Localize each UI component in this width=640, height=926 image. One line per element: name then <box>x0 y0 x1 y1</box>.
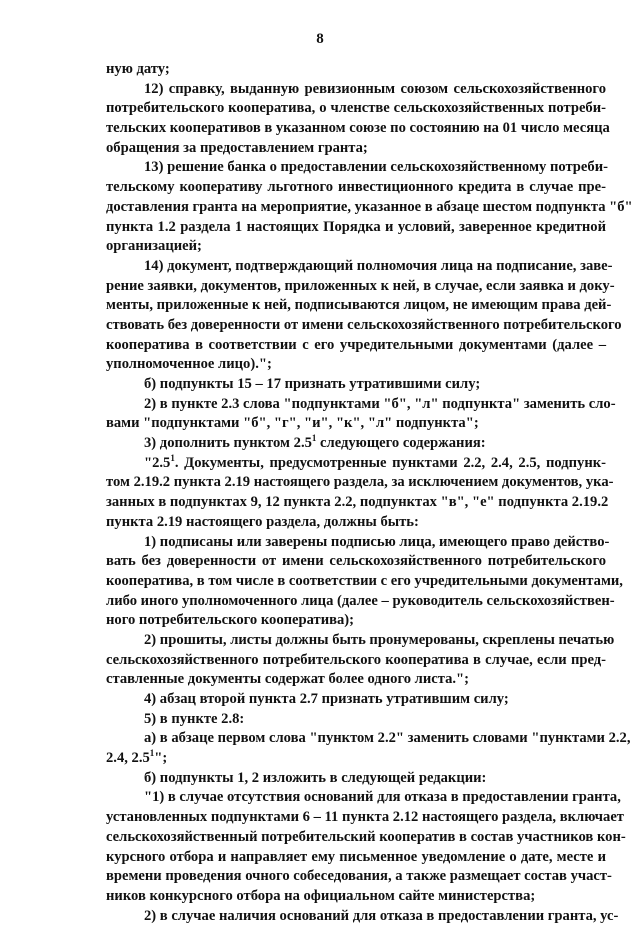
text-segment: "; <box>154 750 168 767</box>
text-line: 12) справку, выданную ревизионным союзом сельскохозяйственного <box>144 80 606 97</box>
text-line: вать без доверенности от имени сельскохозяйственного потребительского <box>106 553 606 570</box>
text-line: времени проведения очного собеседования, а также размещает состав участ- <box>106 868 612 885</box>
text-line: пункта 1.2 раздела 1 настоящих Порядка и условий, заверенное кредитной <box>106 218 606 235</box>
text-segment: следующего содержания: <box>316 435 486 452</box>
text-line: а) в абзаце первом слова "пунктом 2.2" заменить словами "пунктами 2.2, <box>144 730 631 747</box>
text-line: "1) в случае отсутствия оснований для отказа в предоставлении гранта, <box>144 789 621 806</box>
text-line: 2) в пункте 2.3 слова "подпунктами "б", "л" подпункта" заменить сло- <box>144 395 616 412</box>
text-line: б) подпункты 15 – 17 признать утратившими силу; <box>144 376 481 392</box>
text-segment: . Документы, предусмотренные пунктами 2.2, 2.4, 2.5, подпунк- <box>174 454 606 471</box>
text-line: ного потребительского кооператива); <box>106 612 355 629</box>
text-line: курсного отбора и направляет ему письменное уведомление о дате, месте и <box>106 848 606 865</box>
text-line: доставления гранта на мероприятие, указанное в абзаце шестом подпункта "б" <box>106 198 633 215</box>
superscript: 1 <box>170 452 175 463</box>
text-line: тельскому кооперативу льготного инвестиционного кредита в случае пре- <box>106 179 606 196</box>
text-line: занных в подпунктах 9, 12 пункта 2.2, подпунктах "в", "е" подпункта 2.19.2 <box>106 494 609 511</box>
text-line: б) подпункты 1, 2 изложить в следующей редакции: <box>144 769 487 786</box>
text-line: 1) подписаны или заверены подписью лица, имеющего право действо- <box>144 533 610 550</box>
document-body <box>106 60 633 926</box>
text-line: 14) документ, подтверждающий полномочия лица на подписание, заве- <box>144 257 613 274</box>
text-line: организацией; <box>106 238 202 255</box>
text-line: сельскохозяйственный потребительский кооператив в состав участников кон- <box>106 828 626 845</box>
text-line <box>106 454 606 474</box>
text-line: обращения за предоставлением гранта; <box>106 139 368 156</box>
superscript: 1 <box>149 748 155 759</box>
text-line: 4) абзац второй пункта 2.7 признать утратившим силу; <box>144 691 509 707</box>
page-number: 8 <box>316 31 324 47</box>
superscript: 1 <box>311 433 317 444</box>
text-line: пункта 2.19 настоящего раздела, должны быть: <box>106 513 419 530</box>
text-line: вами "подпунктами "б", "г", "и", "к", "л" подпункта"; <box>106 415 479 432</box>
text-line: 2) в случае наличия оснований для отказа в предоставлении гранта, ус- <box>144 907 619 924</box>
text-line: 13) решение банка о предоставлении сельскохозяйственному потреби- <box>144 159 608 176</box>
text-line: 5) в пункте 2.8: <box>144 710 245 727</box>
text-line: сельскохозяйственного потребительского кооператива в случае, если пред- <box>106 651 606 668</box>
text-line: уполномоченное лицо)."; <box>106 356 272 373</box>
text-line: том 2.19.2 пункта 2.19 настоящего раздела, за исключением документов, ука- <box>106 474 614 491</box>
text-line: кооператива в соответствии с его учредительными документами (далее – <box>106 336 606 353</box>
text-line: менты, приложенные к ней, подписываются лицом, не имеющим права дей- <box>106 297 612 314</box>
text-line: ную дату; <box>106 61 170 77</box>
text-line: ников конкурсного отбора на официальном сайте министерства; <box>106 887 536 904</box>
text-segment: "2.5 <box>144 454 171 471</box>
text-line: ставленные документы содержат более одного листа."; <box>106 671 469 688</box>
text-line: либо иного уполномоченного лица (далее – руководитель сельскохозяйствен- <box>106 592 615 609</box>
text-segment: 2.4, 2.5 <box>106 750 150 767</box>
text-line <box>106 749 606 769</box>
text-line: кооператива, в том числе в соответствии с его учредительными документами, <box>106 572 623 589</box>
text-line: потребительского кооператива, о членстве сельскохозяйственных потреби- <box>106 100 606 117</box>
text-line: тельских кооперативов в указанном союзе по состоянию на 01 число месяца <box>106 120 610 137</box>
text-line: установленных подпунктами 6 – 11 пункта 2.12 настоящего раздела, включает <box>106 809 624 826</box>
text-line: ствовать без доверенности от имени сельскохозяйственного потребительского <box>106 316 622 333</box>
text-segment: 3) дополнить пунктом 2.5 <box>144 435 312 452</box>
text-line: рение заявки, документов, приложенных к ней, в случае, если заявка и доку- <box>106 277 615 294</box>
text-line <box>106 434 606 454</box>
text-line: 2) прошиты, листы должны быть пронумерованы, скреплены печатью <box>144 631 615 648</box>
